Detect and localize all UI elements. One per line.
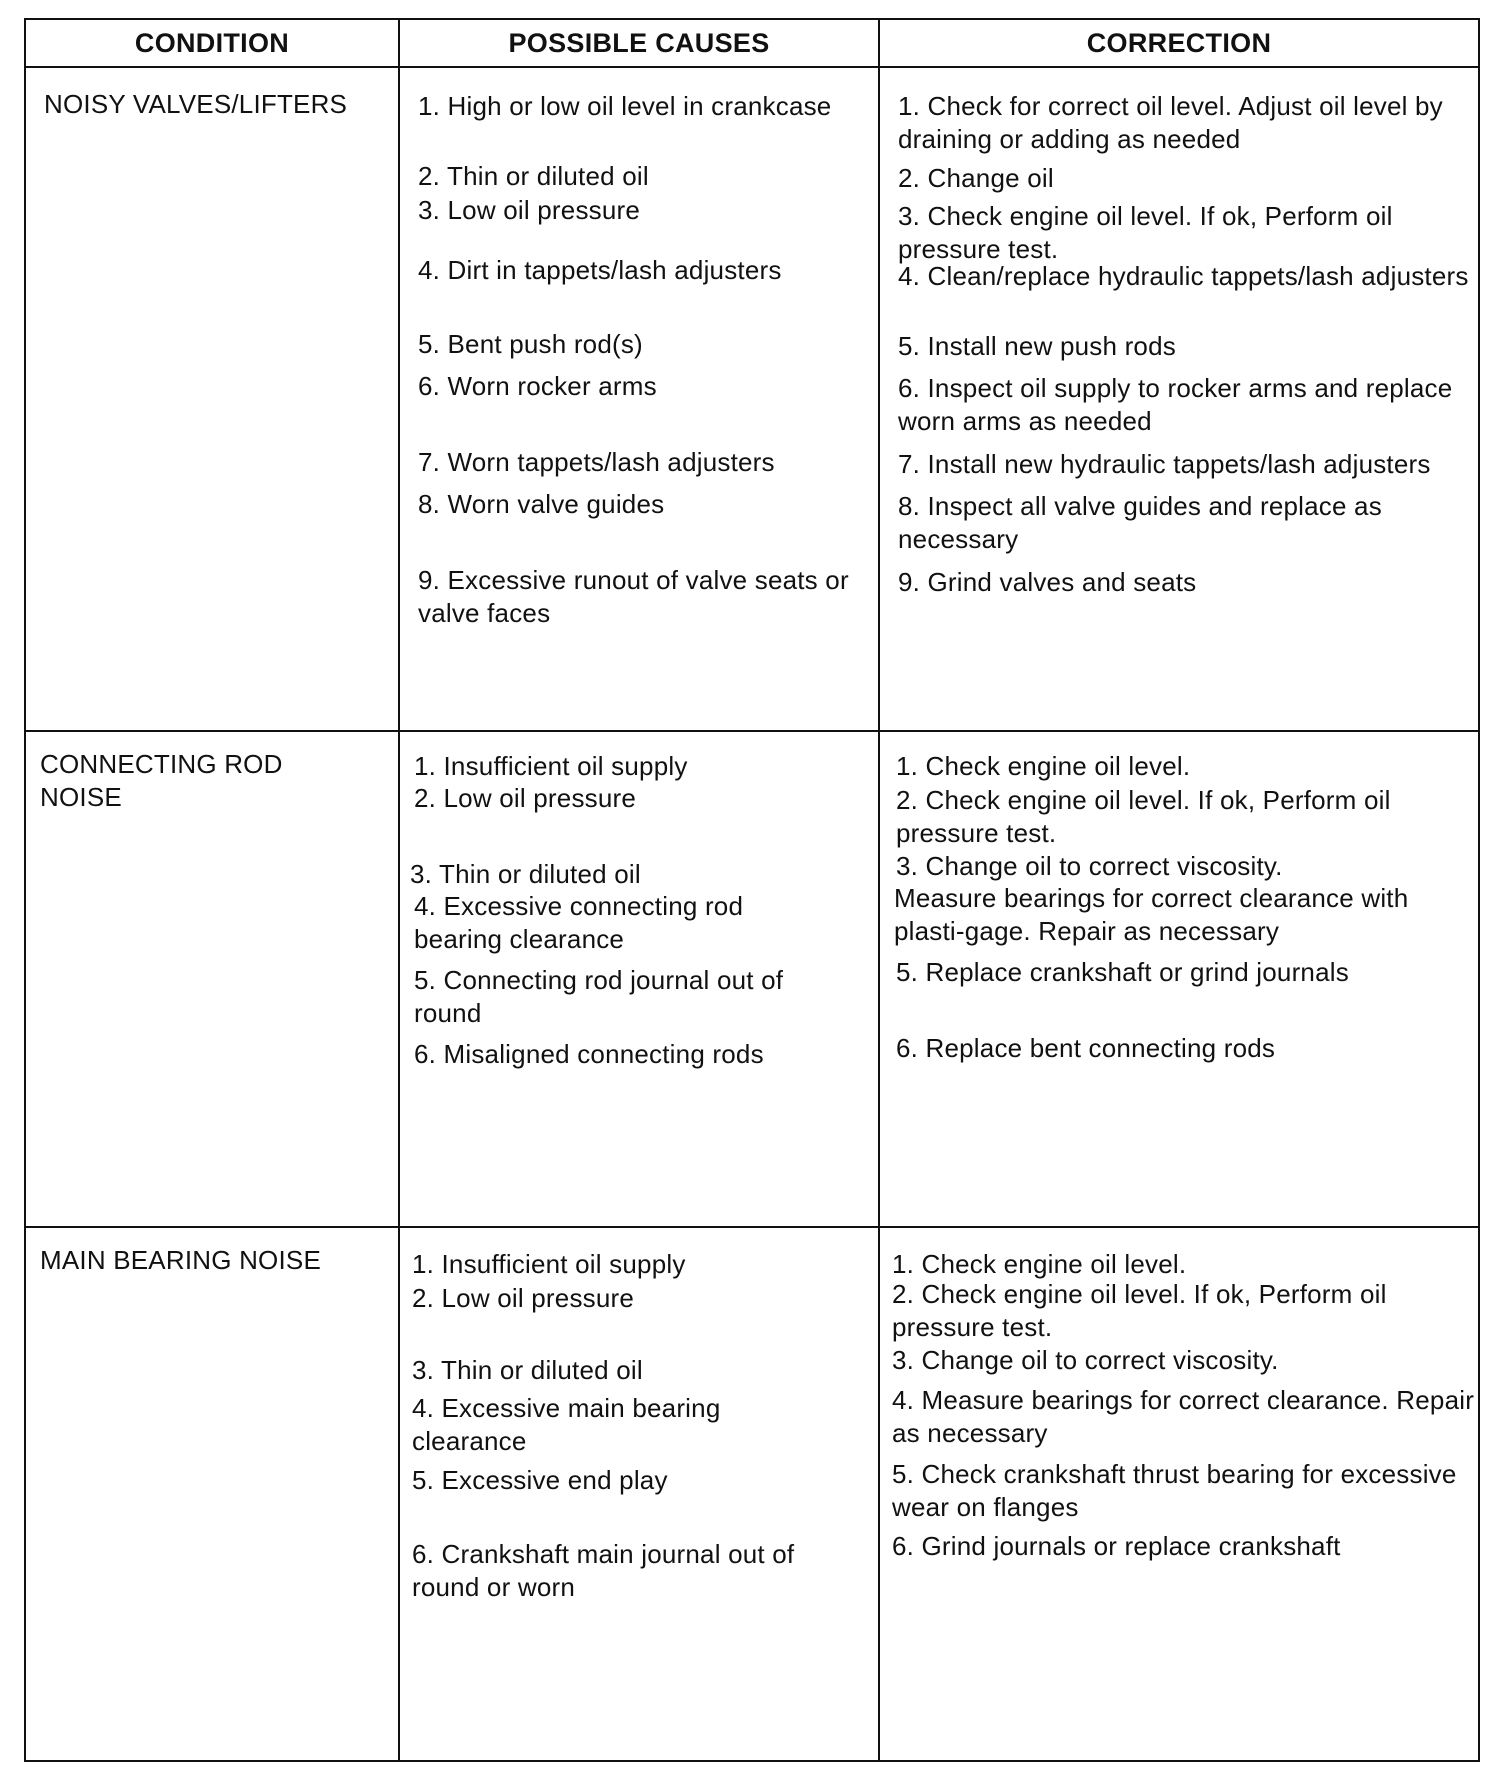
cause-item: 8. Worn valve guides	[418, 489, 665, 519]
header-correction: CORRECTION	[880, 20, 1478, 68]
correction-item: Measure bearings for correct clearance with plasti-gage. Repair as necessary	[894, 883, 1409, 946]
condition-connecting-rod: CONNECTING ROD NOISE	[40, 749, 283, 812]
header-possible-causes: POSSIBLE CAUSES	[400, 20, 878, 68]
row-divider	[26, 730, 1478, 732]
cause-item: 2. Low oil pressure	[412, 1283, 635, 1313]
cause-item: 1. High or low oil level in crankcase	[418, 91, 832, 121]
cause-item: 7. Worn tappets/lash adjusters	[418, 447, 775, 477]
cause-item: 6. Crankshaft main journal out of round or worn	[412, 1539, 795, 1602]
row-divider	[26, 1226, 1478, 1228]
column-divider	[878, 20, 880, 1760]
correction-item: 6. Inspect oil supply to rocker arms and replace worn arms as needed	[898, 373, 1453, 436]
correction-item: 5. Replace crankshaft or grind journals	[896, 957, 1349, 987]
cause-item: 5. Connecting rod journal out of round	[414, 965, 784, 1028]
cause-item: 3. Thin or diluted oil	[412, 1355, 643, 1385]
cause-item: 4. Dirt in tappets/lash adjusters	[418, 255, 782, 285]
correction-item: 1. Check engine oil level.	[896, 751, 1191, 781]
cause-item: 3. Thin or diluted oil	[410, 859, 641, 889]
cause-item: 1. Insufficient oil supply	[414, 751, 688, 781]
correction-item: 2. Check engine oil level. If ok, Perform oil pressure test.	[892, 1279, 1387, 1342]
cause-item: 4. Excessive main bearing clearance	[412, 1393, 721, 1456]
correction-item: 5. Check crankshaft thrust bearing for excessive wear on flanges	[892, 1459, 1457, 1522]
cause-item: 1. Insufficient oil supply	[412, 1249, 686, 1279]
cause-item: 9. Excessive runout of valve seats or valve faces	[418, 565, 849, 628]
correction-item: 9. Grind valves and seats	[898, 567, 1197, 597]
cause-item: 4. Excessive connecting rod bearing clearance	[414, 891, 744, 954]
condition-main-bearing: MAIN BEARING NOISE	[40, 1245, 321, 1275]
correction-item: 3. Check engine oil level. If ok, Perform oil pressure test.	[898, 201, 1393, 264]
cause-item: 5. Bent push rod(s)	[418, 329, 643, 359]
column-divider	[398, 20, 400, 1760]
correction-item: 8. Inspect all valve guides and replace as necessary	[898, 491, 1382, 554]
cause-item: 6. Worn rocker arms	[418, 371, 657, 401]
condition-noisy-valves: NOISY VALVES/LIFTERS	[44, 89, 348, 119]
correction-item: 2. Check engine oil level. If ok, Perform oil pressure test.	[896, 785, 1391, 848]
correction-item: 4. Clean/replace hydraulic tappets/lash adjusters	[898, 261, 1469, 291]
correction-item: 5. Install new push rods	[898, 331, 1176, 361]
correction-item: 6. Grind journals or replace crankshaft	[892, 1531, 1341, 1561]
correction-item: 3. Change oil to correct viscosity.	[892, 1345, 1279, 1375]
cause-item: 2. Thin or diluted oil	[418, 161, 649, 191]
cause-item: 6. Misaligned connecting rods	[414, 1039, 764, 1069]
cause-item: 5. Excessive end play	[412, 1465, 668, 1495]
correction-item: 1. Check engine oil level.	[892, 1249, 1187, 1279]
correction-item: 6. Replace bent connecting rods	[896, 1033, 1276, 1063]
diagnosis-table	[24, 18, 1480, 1762]
correction-item: 2. Change oil	[898, 163, 1054, 193]
cause-item: 3. Low oil pressure	[418, 195, 641, 225]
header-condition: CONDITION	[26, 20, 398, 68]
correction-item: 4. Measure bearings for correct clearance. Repair as necessary	[892, 1385, 1475, 1448]
correction-item: 1. Check for correct oil level. Adjust oil level by draining or adding as needed	[898, 91, 1443, 154]
correction-item: 3. Change oil to correct viscosity.	[896, 851, 1283, 881]
correction-item: 7. Install new hydraulic tappets/lash adjusters	[898, 449, 1431, 479]
cause-item: 2. Low oil pressure	[414, 783, 637, 813]
